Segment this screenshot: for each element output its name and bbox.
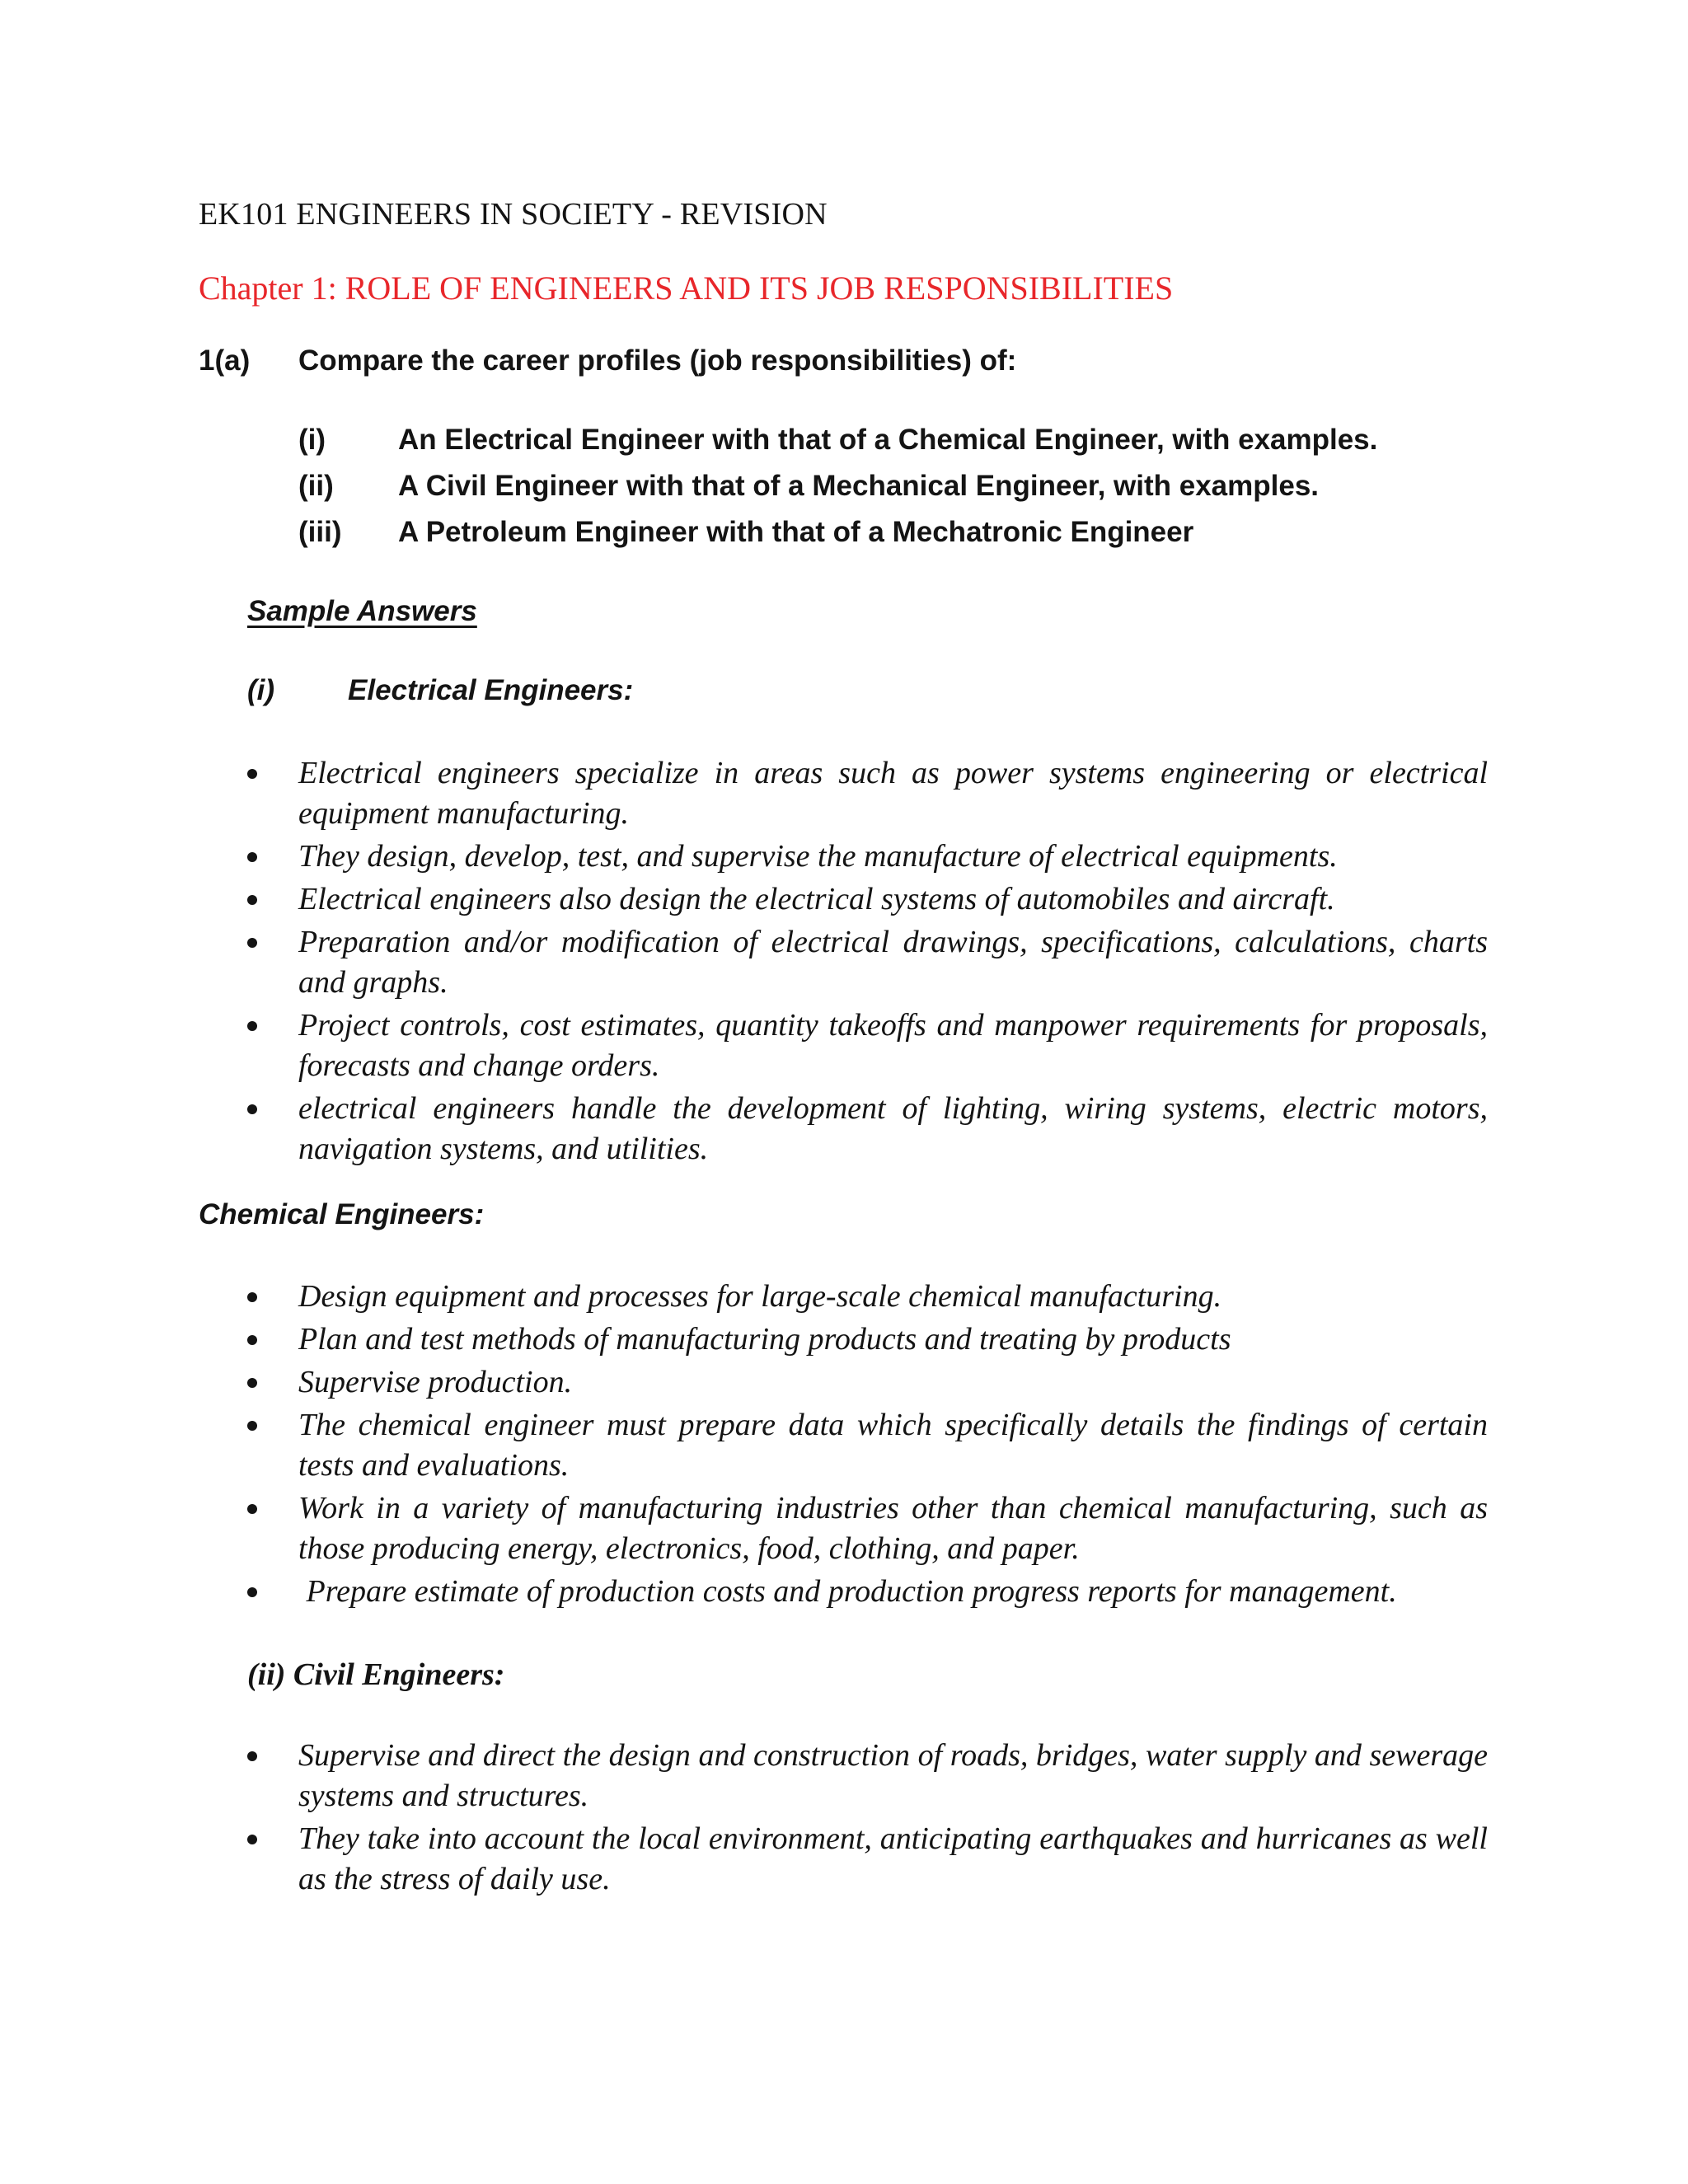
sub-question-number: (iii) xyxy=(298,516,342,548)
sub-question-number: (i) xyxy=(298,424,326,456)
list-item: Preparation and/or modification of electrical drawings, specifications, calculations, charts and graphs. xyxy=(247,922,1488,1003)
bullet-icon xyxy=(247,1021,257,1031)
sub-question-text: A Petroleum Engineer with that of a Mechatronic Engineer xyxy=(398,516,1194,548)
chemical-engineers-heading: Chemical Engineers: xyxy=(199,1198,485,1230)
list-item: Electrical engineers also design the electrical systems of automobiles and aircraft. xyxy=(247,879,1488,920)
bullet-icon xyxy=(247,852,257,862)
section-title: Electrical Engineers: xyxy=(348,674,634,706)
bullet-icon xyxy=(247,1587,257,1597)
chemical-engineers-list xyxy=(247,1277,1488,1615)
sub-question-text: An Electrical Engineer with that of a Chemical Engineer, with examples. xyxy=(398,424,1378,456)
bullet-icon xyxy=(247,1421,257,1431)
bullet-icon xyxy=(247,1292,257,1302)
bullet-icon xyxy=(247,1835,257,1844)
civil-engineers-heading: (ii) Civil Engineers: xyxy=(247,1657,505,1692)
bullet-icon xyxy=(247,1335,257,1345)
sub-question-text: A Civil Engineer with that of a Mechanical Engineer, with examples. xyxy=(398,470,1320,502)
list-item: Electrical engineers specialize in areas such as power systems engineering or electrical equipment manufacturing. xyxy=(247,753,1488,834)
electrical-engineers-heading xyxy=(247,674,633,707)
section-number: (i) xyxy=(247,674,275,706)
list-item: Design equipment and processes for large-scale chemical manufacturing. xyxy=(247,1277,1488,1317)
question-number: 1(a) xyxy=(199,344,251,377)
electrical-engineers-list xyxy=(247,753,1488,1172)
bullet-icon xyxy=(247,895,257,905)
list-item: Work in a variety of manufacturing industries other than chemical manufacturing, such as those producing energy, electronics, food, clothing, and paper. xyxy=(247,1488,1488,1569)
question-text: Compare the career profiles (job responsibilities) of: xyxy=(298,344,1017,377)
bullet-icon xyxy=(247,1504,257,1514)
civil-engineers-list xyxy=(247,1736,1488,1902)
bullet-icon xyxy=(247,1751,257,1761)
chapter-heading: Chapter 1: ROLE OF ENGINEERS AND ITS JOB RESPONSIBILITIES xyxy=(199,269,1174,307)
document-title: EK101 ENGINEERS IN SOCIETY - REVISION xyxy=(199,197,828,232)
sample-answers-label: Sample Answers xyxy=(247,595,477,627)
sub-question-number: (ii) xyxy=(298,470,334,502)
list-item: electrical engineers handle the development of lighting, wiring systems, electric motors, navigation systems, and utilities. xyxy=(247,1089,1488,1169)
list-item: Supervise and direct the design and construction of roads, bridges, water supply and sewerage systems and structures. xyxy=(247,1736,1488,1816)
list-item: Project controls, cost estimates, quantity takeoffs and manpower requirements for proposals, forecasts and change orders. xyxy=(247,1005,1488,1086)
list-item: The chemical engineer must prepare data which specifically details the findings of certain tests and evaluations. xyxy=(247,1405,1488,1486)
list-item: They design, develop, test, and supervise the manufacture of electrical equipments. xyxy=(247,837,1488,877)
bullet-icon xyxy=(247,769,257,779)
list-item: They take into account the local environment, anticipating earthquakes and hurricanes as well as the stress of daily use. xyxy=(247,1819,1488,1900)
list-item: Prepare estimate of production costs and production progress reports for management. xyxy=(247,1572,1488,1612)
bullet-icon xyxy=(247,938,257,948)
list-item: Supervise production. xyxy=(247,1362,1488,1403)
list-item: Plan and test methods of manufacturing products and treating by products xyxy=(247,1319,1488,1360)
bullet-icon xyxy=(247,1104,257,1114)
bullet-icon xyxy=(247,1378,257,1388)
